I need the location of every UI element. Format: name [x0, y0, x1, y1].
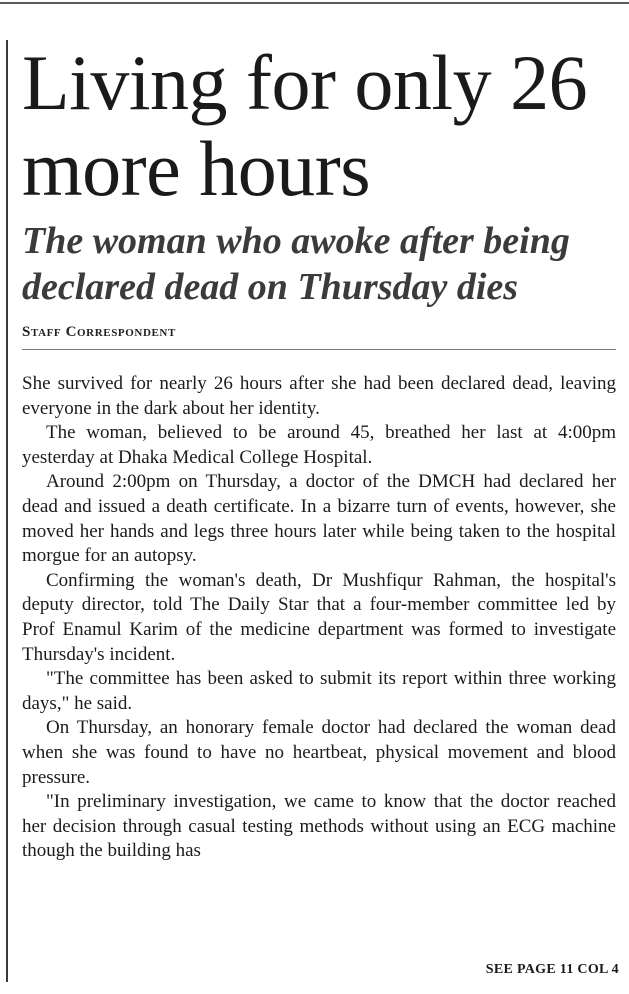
paragraph: Confirming the woman's death, Dr Mushfiqur Rahman, the hospital's deputy director, told The Daily Star that a four-member committee led by Prof Enamul Karim of the medicine department was formed to investigate Thursday's incident. [22, 569, 616, 665]
jump-line: SEE PAGE 11 COL 4 [485, 962, 619, 977]
subheadline: The woman who awoke after being declared dead on Thursday dies [22, 220, 570, 308]
paragraph: The woman, believed to be around 45, breathed her last at 4:00pm yesterday at Dhaka Medical College Hospital. [22, 422, 616, 468]
paragraph: "In preliminary investigation, we came to know that the doctor reached her decision through casual testing methods without using an ECG machine though the building has [22, 791, 616, 862]
paragraph: She survived for nearly 26 hours after she had been declared dead, leaving everyone in the dark about her identity. [22, 373, 616, 419]
byline: Staff Correspondent [22, 324, 616, 350]
paragraph: On Thursday, an honorary female doctor had declared the woman dead when she was found to have no heartbeat, physical movement and blood pressure. [22, 717, 616, 788]
paragraph: Around 2:00pm on Thursday, a doctor of the DMCH had declared her dead and issued a death certificate. In a bizarre turn of events, however, she moved her hands and legs three hours later while being taken to the hospital morgue for an autopsy. [22, 471, 616, 567]
article-body [22, 372, 616, 864]
paragraph: "The committee has been asked to submit its report within three working days," he said. [22, 668, 616, 714]
top-rule [0, 2, 629, 4]
column-rule [6, 40, 8, 982]
news-article [22, 40, 616, 864]
headline: Living for only 26 more hours [22, 39, 588, 212]
